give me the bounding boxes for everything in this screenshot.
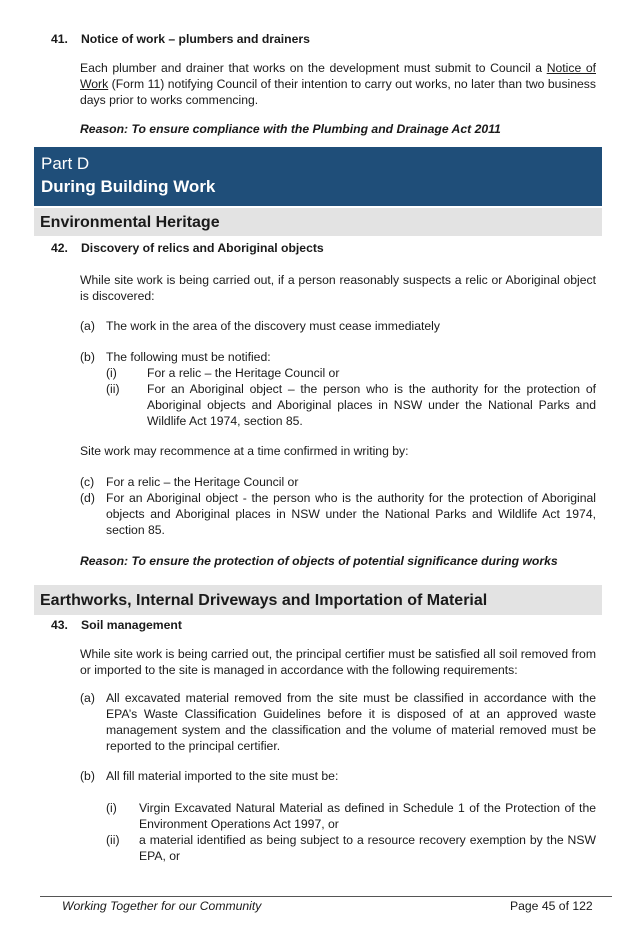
item-b-ii-label: (ii) [106,833,120,847]
condition-41-number: 41. [51,32,68,46]
condition-41-body-post: (Form 11) notifying Council of their intention to carry out works, no later than two business days prior to works commencing. [80,77,596,107]
condition-42-title: Discovery of relics and Aboriginal objects [81,241,324,255]
item-a-text: All excavated material removed from the site must be classified in accordance with the EPA’s Waste Classification Guidelines before it is disposed of at an approved waste management system and the classification and the volume of material removed must be reported to the principal certifier. [106,691,596,753]
footer-rule [40,896,612,897]
item-b-ii-text: For an Aboriginal object – the person who is the authority for the protection of Aboriginal objects and Aboriginal places in NSW under the National Parks and Wildlife Act 1974, section 85. [147,382,596,428]
item-a-label: (a) [80,319,95,333]
part-title: During Building Work [41,177,216,196]
part-banner [34,147,602,206]
item-c-text: For a relic – the Heritage Council or [106,475,299,489]
condition-43-number: 43. [51,618,68,632]
item-b-ii-label: (ii) [106,382,120,396]
item-a-label: (a) [80,691,95,705]
condition-42-number: 42. [51,241,68,255]
condition-43-intro: While site work is being carried out, the principal certifier must be satisfied all soil removed from or imported to the site is managed in accordance with the following requirements: [80,647,596,677]
item-b-text: The following must be notified: [106,350,271,364]
item-d-text: For an Aboriginal object - the person who is the authority for the protection of Aboriginal objects and Aboriginal places in NSW under the National Parks and Wildlife Act 1974, section 85. [106,491,596,537]
item-b-label: (b) [80,350,95,364]
item-b-label: (b) [80,769,95,783]
page-number: Page 45 of 122 [510,899,593,913]
footer-motto: Working Together for our Community [62,899,262,913]
section-heading-environmental-heritage [34,208,602,236]
notice-of-work-link[interactable]: Notice of Work [80,61,596,91]
item-b-i-text: Virgin Excavated Natural Material as defined in Schedule 1 of the Protection of the Environment Operations Act 1997, or [139,801,596,831]
condition-41-reason: Reason: To ensure compliance with the Plumbing and Drainage Act 2011 [80,122,501,136]
item-a-text: The work in the area of the discovery must cease immediately [106,319,440,333]
item-b-ii-text: a material identified as being subject to a resource recovery exemption by the NSW EPA, or [139,833,596,863]
section-heading-earthworks [34,585,602,615]
item-d-label: (d) [80,491,95,505]
recommence-text: Site work may recommence at a time confirmed in writing by: [80,444,409,458]
item-b-i-label: (i) [106,366,117,380]
condition-41-title: Notice of work – plumbers and drainers [81,32,310,46]
condition-41-body-pre: Each plumber and drainer that works on the development must submit to Council a [80,61,547,75]
item-b-text: All fill material imported to the site must be: [106,769,339,783]
condition-42-reason: Reason: To ensure the protection of objects of potential significance during works [80,554,558,568]
section-title: Environmental Heritage [40,214,220,231]
condition-42-intro: While site work is being carried out, if a person reasonably suspects a relic or Aboriginal object is discovered: [80,273,596,303]
item-b-i-text: For a relic – the Heritage Council or [147,366,340,380]
part-label: Part D [41,154,90,173]
condition-43-title: Soil management [81,618,182,632]
item-b-i-label: (i) [106,801,117,815]
item-c-label: (c) [80,475,95,489]
section-title: Earthworks, Internal Driveways and Importation of Material [40,592,488,609]
condition-41-body [80,60,596,108]
